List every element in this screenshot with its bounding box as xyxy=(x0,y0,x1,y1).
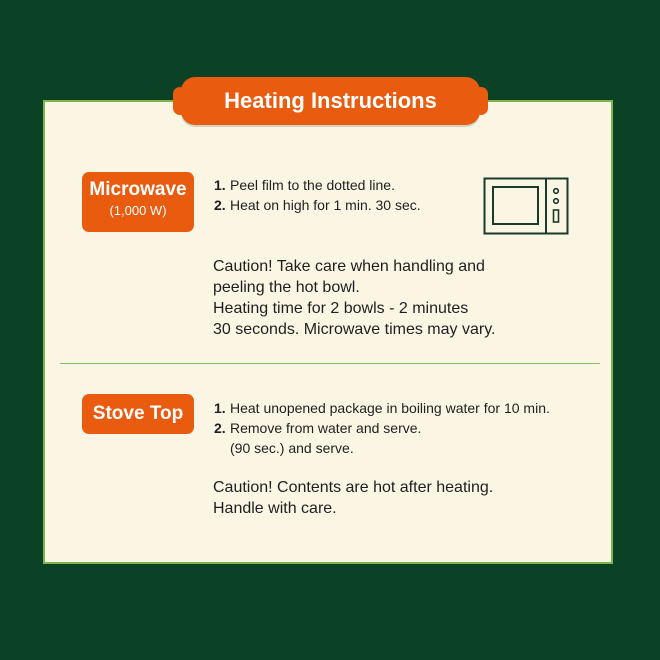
caution-line: Heating time for 2 bowls - 2 minutes xyxy=(213,300,469,317)
list-item xyxy=(214,418,550,438)
page-title: Heating Instructions xyxy=(181,77,480,125)
step-number: 1. xyxy=(214,177,226,193)
step-text: Heat on high for 1 min. 30 sec. xyxy=(230,197,421,213)
stove-top-steps xyxy=(214,398,550,458)
caution-line: Caution! Contents are hot after heating. xyxy=(213,479,494,496)
list-item xyxy=(214,438,550,458)
list-item xyxy=(214,195,421,215)
step-text: Remove from water and serve. xyxy=(230,420,422,436)
microwave-icon xyxy=(483,177,569,235)
microwave-badge xyxy=(82,172,194,232)
caution-line: 30 seconds. Microwave times may vary. xyxy=(213,321,496,338)
stove-top-badge: Stove Top xyxy=(82,394,194,434)
microwave-label: Microwave xyxy=(89,179,187,200)
step-number: 2. xyxy=(214,420,226,436)
step-number: 2. xyxy=(214,197,226,213)
step-number: 1. xyxy=(214,400,226,416)
step-text-continuation: (90 sec.) and serve. xyxy=(230,440,354,456)
caution-line: peeling the hot bowl. xyxy=(213,279,360,296)
microwave-wattage: (1,000 W) xyxy=(109,203,167,218)
caution-line: Handle with care. xyxy=(213,500,337,517)
microwave-steps xyxy=(214,175,421,215)
step-text: Peel film to the dotted line. xyxy=(230,177,395,193)
microwave-caution xyxy=(213,256,495,340)
list-item xyxy=(214,175,421,195)
step-text: Heat unopened package in boiling water for 10 min. xyxy=(230,400,550,416)
list-item xyxy=(214,398,550,418)
stove-top-caution xyxy=(213,477,493,519)
caution-line: Caution! Take care when handling and xyxy=(213,258,485,275)
section-divider xyxy=(60,363,600,364)
